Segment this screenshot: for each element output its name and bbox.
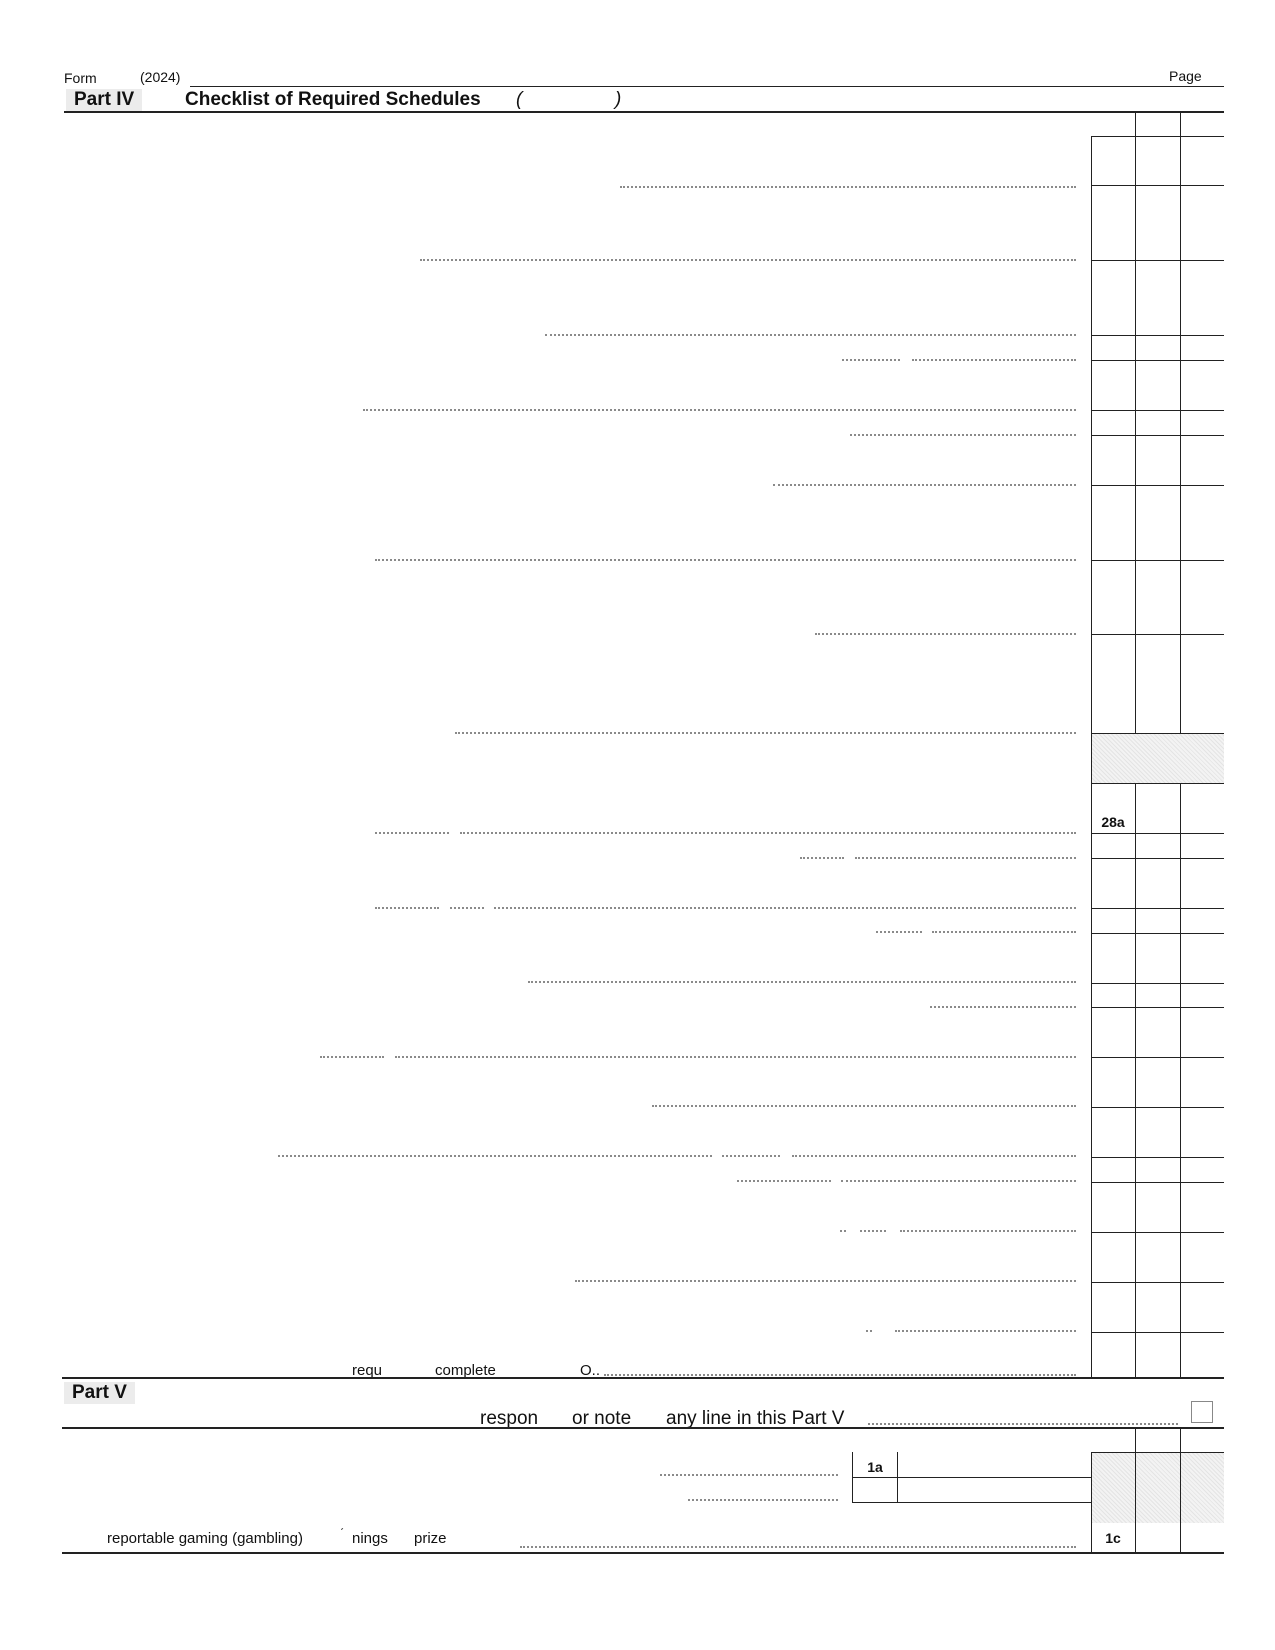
grid-row-line — [1091, 783, 1224, 784]
leader-dots — [455, 732, 1076, 734]
leader-dots — [375, 559, 1076, 561]
leader-dots — [528, 981, 1076, 983]
part-v-bottom-rule — [62, 1552, 1224, 1554]
page-label: Page — [1169, 68, 1202, 84]
part-iv-label: Part IV — [66, 89, 142, 111]
line-1a-box-bottom — [852, 1502, 1091, 1503]
leader-dots — [737, 1180, 831, 1182]
grid-row-line — [1091, 410, 1224, 411]
line-number-1c: 1c — [1105, 1530, 1121, 1546]
grid-row-line — [1091, 634, 1224, 635]
leader-dots — [652, 1105, 1076, 1107]
leader-dots — [876, 931, 922, 933]
form-label: Form — [64, 70, 97, 86]
grid-row-line — [1091, 1232, 1224, 1233]
line-1c-yes-cell[interactable] — [1136, 1524, 1179, 1552]
leader-dots — [900, 1230, 1076, 1232]
line-1c-no-cell[interactable] — [1181, 1524, 1224, 1552]
leader-dots — [688, 1499, 838, 1501]
grid-row-line — [1091, 435, 1224, 436]
part-iv-footer-fragment: O.. — [580, 1362, 601, 1379]
grid-row-line — [1091, 733, 1224, 734]
grid-row-line — [1091, 335, 1224, 336]
grid-row-line — [1091, 933, 1224, 934]
grid-row-line — [1091, 1452, 1224, 1453]
part-v-instruction-fragment: or note — [572, 1408, 632, 1429]
line-1c-fragment: nings — [352, 1530, 388, 1547]
leader-dots — [375, 907, 439, 909]
leader-dots — [320, 1056, 384, 1058]
leader-dots — [842, 359, 900, 361]
line-number-28a: 28a — [1101, 814, 1125, 830]
grid-row-line — [1091, 1007, 1224, 1008]
part-v-header-rule — [62, 1427, 1224, 1429]
grid-row-line — [1091, 1282, 1224, 1283]
part-iv-title: Checklist of Required Schedules — [185, 89, 481, 110]
part-v-schedule-o-checkbox[interactable] — [1191, 1401, 1213, 1423]
grid-row-line — [1091, 858, 1224, 859]
grid-row-line — [1091, 560, 1224, 561]
grid-row-line — [1091, 1057, 1224, 1058]
part-iv-bottom-rule — [64, 111, 1224, 113]
leader-dots — [840, 1230, 846, 1232]
grid-row-line — [1091, 1182, 1224, 1183]
leader-dots — [363, 409, 1076, 411]
leader-dots — [494, 907, 1076, 909]
leader-dots — [660, 1474, 838, 1476]
leader-dots — [520, 1546, 1076, 1548]
part-v-label: Part V — [64, 1382, 135, 1404]
leader-dots — [792, 1155, 1076, 1157]
grid-row-line — [1091, 185, 1224, 186]
leader-dots — [278, 1155, 712, 1157]
shaded-cell — [1092, 1452, 1224, 1523]
leader-dots — [930, 1006, 1076, 1008]
grid-row-line — [1091, 1332, 1224, 1333]
line-1c-fragment: reportable gaming (gambling) — [107, 1530, 303, 1547]
part-v-instruction-fragment: respon — [480, 1408, 539, 1429]
part-iv-title-paren-close: ) — [615, 89, 622, 110]
leader-dots — [895, 1330, 1076, 1332]
header-rule — [190, 86, 1224, 87]
line-number-1a: 1a — [867, 1459, 883, 1475]
shaded-cell — [1092, 733, 1224, 783]
leader-dots — [620, 186, 1076, 188]
grid-row-line — [1091, 260, 1224, 261]
leader-dots — [575, 1280, 1076, 1282]
line-1c-fragment: prize — [414, 1530, 447, 1547]
grid-row-line — [1091, 1107, 1224, 1108]
leader-dots — [395, 1056, 1076, 1058]
part-iv-title-paren-open: ( — [516, 89, 523, 110]
leader-dots — [912, 359, 1076, 361]
form-year: (2024) — [140, 69, 181, 85]
leader-dots — [868, 1423, 1178, 1425]
leader-dots — [850, 434, 1076, 436]
leader-dots — [375, 832, 449, 834]
part-iv-end-rule — [62, 1377, 1224, 1379]
line-1c-tick-mark: ˊ — [340, 1526, 344, 1540]
leader-dots — [932, 931, 1076, 933]
leader-dots — [545, 334, 1076, 336]
leader-dots — [604, 1374, 1076, 1376]
grid-row-line — [1091, 908, 1224, 909]
leader-dots — [841, 1180, 1076, 1182]
leader-dots — [860, 1230, 886, 1232]
part-iv-footer-fragment: complete — [435, 1362, 496, 1379]
leader-dots — [866, 1330, 872, 1332]
leader-dots — [420, 259, 1076, 261]
leader-dots — [815, 633, 1076, 635]
leader-dots — [722, 1155, 780, 1157]
leader-dots — [773, 484, 1076, 486]
leader-dots — [855, 857, 1076, 859]
grid-row-line — [1091, 485, 1224, 486]
leader-dots — [800, 857, 844, 859]
grid-row-line — [1091, 983, 1224, 984]
grid-row-line — [1091, 360, 1224, 361]
line-1b-amount-field[interactable] — [898, 1478, 1090, 1501]
grid-row-line — [1091, 136, 1224, 137]
part-iv-footer-fragment: requ — [352, 1362, 383, 1379]
grid-row-line — [1091, 1157, 1224, 1158]
leader-dots — [450, 907, 484, 909]
part-v-instruction-fragment: any line in this Part V — [666, 1408, 845, 1429]
grid-row-line — [1091, 833, 1224, 834]
line-1a-amount-field[interactable] — [898, 1453, 1090, 1476]
leader-dots — [460, 832, 1076, 834]
